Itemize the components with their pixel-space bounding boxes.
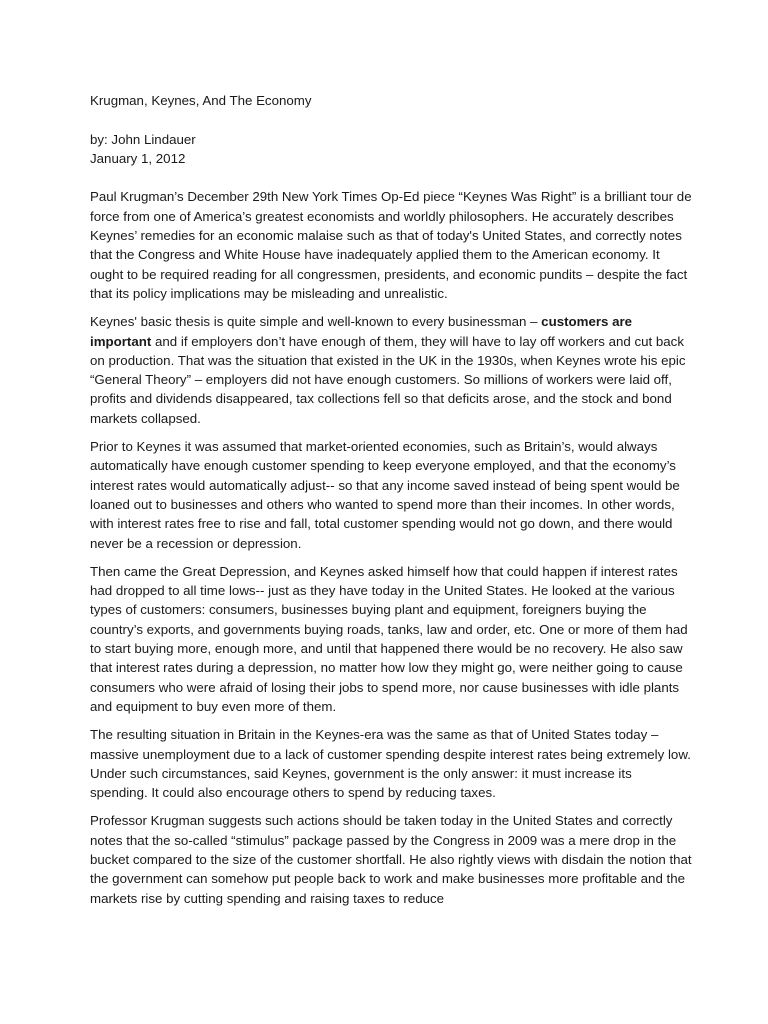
- paragraph-3: Prior to Keynes it was assumed that market-oriented economies, such as Britain’s, would always automatically have enough customer spending to keep everyone employed, and that the economy’s interest rates would automatically adjust-- so that any income saved instead of being spent would be loaned out to businesses and others who wanted to spend more than their incomes. In other words, with interest rates free to rise and fall, total customer spending would not go down, and there would never be a recession or depression.: [90, 439, 680, 551]
- paragraph-2: [90, 312, 692, 428]
- paragraph-2-intro: Keynes' basic thesis is quite simple and well-known to every businessman –: [90, 314, 542, 330]
- article-byline: by: John Lindauer: [90, 131, 196, 147]
- article-date: January 1, 2012: [90, 150, 186, 166]
- paragraph-6: Professor Krugman suggests such actions should be taken today in the United States and correctly notes that the so-called “stimulus” package passed by the Congress in 2009 was a mere drop in the bucket compared to the size of the customer shortfall. He also rightly views with disdain the notion that the government can somehow put people back to work and make businesses more profitable and the markets rise by cutting spending and raising taxes to reduce: [90, 813, 692, 906]
- paragraph-1: Paul Krugman’s December 29th New York Times Op-Ed piece “Keynes Was Right” is a brilliant tour de force from one of America’s greatest economists and worldly philosophers. He accurately describes Keynes’ remedies for an economic malaise such as that of today's United States, and correctly notes that the Congress and White House have inadequately applied them to the American economy. It ought to be required reading for all congressmen, presidents, and economic pundits – despite the fact that its policy implications may be misleading and unrealistic.: [90, 189, 692, 301]
- article-title: Krugman, Keynes, And The Economy: [90, 93, 312, 108]
- article-meta: [90, 130, 692, 169]
- paragraph-2-rest: and if employers don’t have enough of them, they will have to lay off workers and cut back on production. That was the situation that existed in the UK in the 1930s, when Keynes wrote his epic “General Theory” – employers did not have enough customers. So millions of workers were laid off, profits and dividends disappeared, tax collections fell so that deficits arose, and the stock and bond markets collapsed.: [90, 333, 686, 426]
- paragraph-5: The resulting situation in Britain in the Keynes-era was the same as that of United States today – massive unemployment due to a lack of customer spending despite interest rates being extremely low. Under such circumstances, said Keynes, government is the only answer: it must increase its spending. It could also encourage others to spend by reducing taxes.: [90, 727, 691, 801]
- article-body: [90, 91, 692, 908]
- paragraph-2-emphasis: customers are important: [90, 314, 633, 349]
- paragraph-4: Then came the Great Depression, and Keynes asked himself how that could happen if interest rates had dropped to all time lows-- just as they have today in the United States. He looked at the various types of customers: consumers, businesses buying plant and equipment, foreigners buying the country’s exports, and governments buying roads, tanks, law and order, etc. One or more of them had to start buying more, enough more, and until that happened there would be no recovery. He also saw that interest rates during a depression, no matter how low they might go, were neither going to cause consumers who were afraid of losing their jobs to spend more, nor cause businesses with idle plants and equipment to buy even more of them.: [90, 563, 688, 714]
